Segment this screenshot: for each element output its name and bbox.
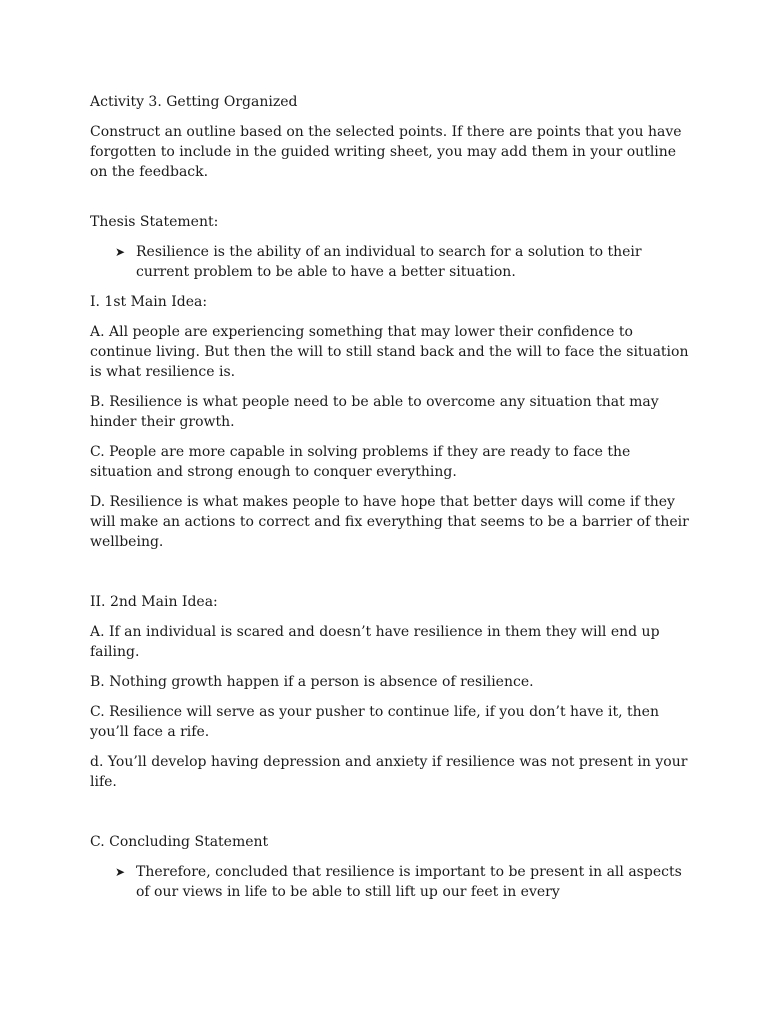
thesis-bullet-text: Resilience is the ability of an individual to search for a solution to their current problem to be able to have a better situation. [136,244,642,280]
conclusion-bullet [90,862,690,902]
instructions-paragraph: Construct an outline based on the selected points. If there are points that you have forgotten to include in the guided writing sheet, you may add them in your outline on the feedback. [90,124,682,180]
arrow-bullet-icon: ➤ [115,865,126,879]
main-idea-2-point-b: B. Nothing growth happen if a person is absence of resilience. [90,674,534,690]
spacer [90,802,690,832]
main-idea-1-point-c: C. People are more capable in solving problems if they are ready to face the situation and strong enough to conquer everything. [90,444,631,480]
thesis-heading: Thesis Statement: [90,214,219,230]
main-idea-2-point-a: A. If an individual is scared and doesn’t have resilience in them they will end up failing. [90,624,660,660]
main-idea-1-heading: I. 1st Main Idea: [90,294,208,310]
spacer [90,192,690,212]
spacer [90,562,690,592]
activity-title: Activity 3. Getting Organized [90,94,298,110]
conclusion-heading: C. Concluding Statement [90,834,269,850]
document-page [90,92,690,912]
thesis-bullet [90,242,690,282]
main-idea-1-point-a: A. All people are experiencing something that may lower their confidence to continue living. But then the will to still stand back and the will to face the situation is what resilience is. [90,324,689,380]
main-idea-1-point-b: B. Resilience is what people need to be able to overcome any situation that may hinder their growth. [90,394,659,430]
main-idea-2-point-c: C. Resilience will serve as your pusher to continue life, if you don’t have it, then you’ll face a rife. [90,704,659,740]
conclusion-bullet-text: Therefore, concluded that resilience is important to be present in all aspects of our views in life to be able to still lift up our feet in every [136,864,682,900]
arrow-bullet-icon: ➤ [115,245,126,259]
main-idea-2-heading: II. 2nd Main Idea: [90,594,218,610]
main-idea-2-point-d: d. You’ll develop having depression and anxiety if resilience was not present in your life. [90,754,688,790]
main-idea-1-point-d: D. Resilience is what makes people to have hope that better days will come if they will make an actions to correct and fix everything that seems to be a barrier of their wellbeing. [90,494,689,550]
